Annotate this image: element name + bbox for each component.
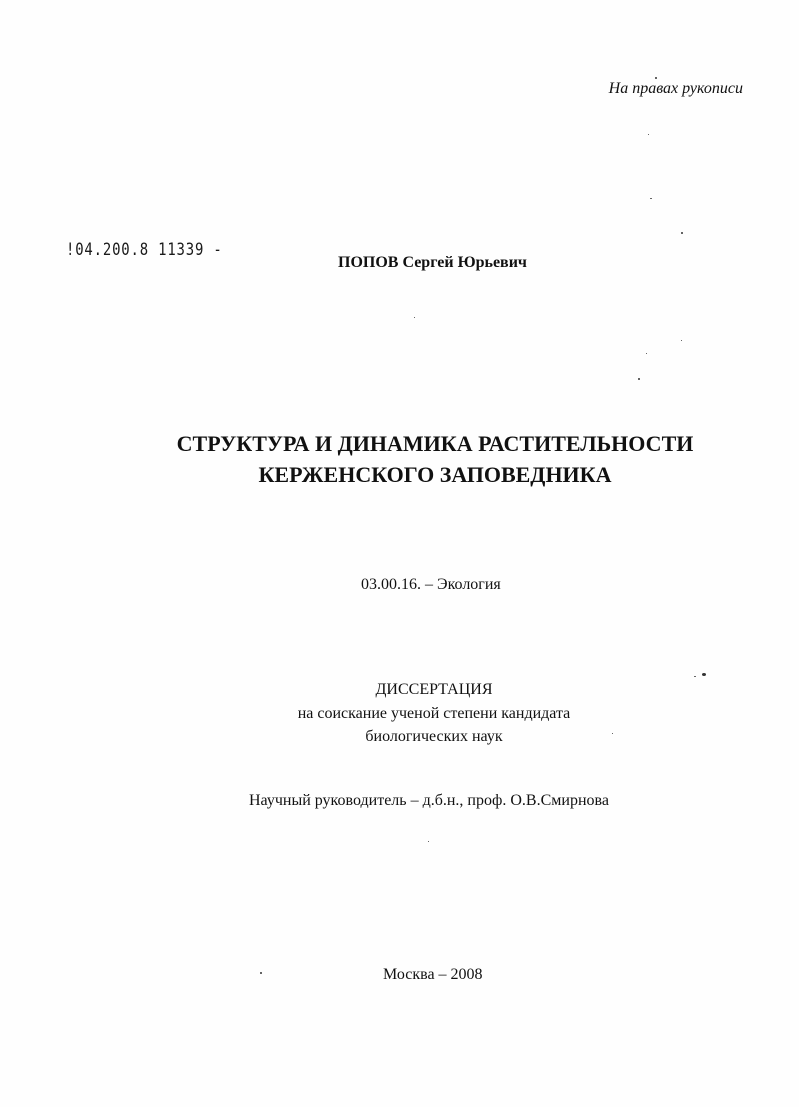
scan-speck bbox=[681, 232, 683, 234]
supervisor-line: Научный руководитель – д.б.н., проф. О.В.Смирнова bbox=[249, 792, 609, 809]
scan-speck bbox=[655, 77, 657, 79]
scan-speck bbox=[612, 733, 613, 734]
specialty-code: 03.00.16. – Экология bbox=[361, 576, 501, 593]
library-stamp-code: !04.200.8 11339 - bbox=[66, 240, 223, 260]
city-year: Москва – 2008 bbox=[383, 966, 483, 983]
dissertation-title bbox=[0, 428, 799, 490]
scan-speck bbox=[650, 198, 652, 199]
scan-speck bbox=[260, 972, 262, 974]
dissertation-label: ДИССЕРТАЦИЯ bbox=[375, 681, 493, 698]
degree-line-1: на соискание ученой степени кандидата bbox=[297, 705, 571, 722]
scan-speck bbox=[646, 353, 647, 354]
scan-speck bbox=[638, 378, 640, 380]
author-name: ПОПОВ Сергей Юрьевич bbox=[338, 254, 527, 271]
scan-speck bbox=[694, 676, 696, 677]
degree-line-2: биологических наук bbox=[365, 728, 503, 745]
title-line-1: СТРУКТУРА И ДИНАМИКА РАСТИТЕЛЬНОСТИ bbox=[176, 431, 694, 456]
scan-speck bbox=[428, 841, 429, 842]
scan-speck bbox=[702, 673, 706, 676]
scan-speck bbox=[414, 317, 415, 318]
scan-speck bbox=[681, 340, 682, 341]
rights-note: На правах рукописи bbox=[608, 80, 743, 97]
scan-speck bbox=[648, 134, 649, 135]
title-line-2: КЕРЖЕНСКОГО ЗАПОВЕДНИКА bbox=[258, 462, 612, 487]
